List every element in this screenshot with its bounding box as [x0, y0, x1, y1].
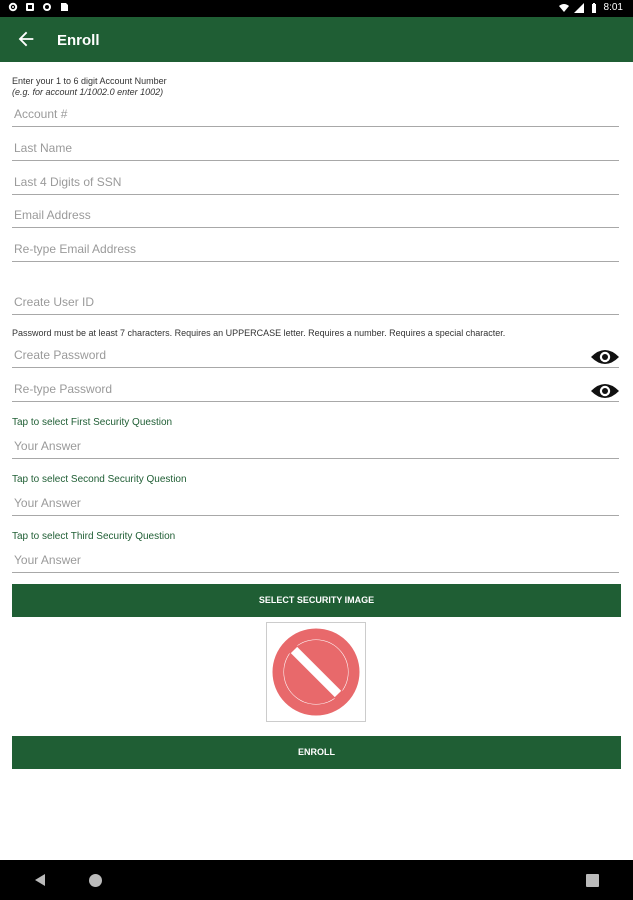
retype-email-input[interactable] [12, 236, 619, 262]
account-instructions [12, 76, 167, 98]
third-security-question-selector[interactable]: Tap to select Third Security Question [12, 531, 176, 542]
status-bar-system [559, 2, 623, 13]
page-title: Enroll [57, 32, 100, 49]
password-requirements: Password must be at least 7 characters. Requires an UPPERCASE letter. Requires a number. Requires a special character. [12, 328, 506, 338]
no-image-icon [267, 623, 365, 721]
show-password-eye-icon[interactable] [590, 347, 620, 367]
nav-back-icon[interactable] [33, 873, 47, 887]
status-bar [0, 0, 633, 17]
second-security-question-selector[interactable]: Tap to select Second Security Question [12, 474, 187, 485]
account-number-input[interactable] [12, 101, 619, 127]
sd-card-icon [59, 2, 69, 12]
email-input[interactable] [12, 202, 619, 228]
first-security-question-selector[interactable]: Tap to select First Security Question [12, 417, 173, 428]
signal-icon [574, 3, 584, 13]
wifi-icon [559, 3, 569, 13]
globe-icon [42, 2, 52, 12]
retype-password-input[interactable] [12, 376, 619, 402]
nav-recents-icon[interactable] [586, 874, 599, 887]
second-answer-input[interactable] [12, 490, 619, 516]
nav-home-icon[interactable] [88, 873, 103, 888]
select-security-image-button[interactable]: SELECT SECURITY IMAGE [12, 584, 621, 617]
last-name-input[interactable] [12, 135, 619, 161]
back-arrow-icon[interactable] [15, 28, 37, 50]
create-password-input[interactable] [12, 342, 619, 368]
battery-icon [589, 3, 599, 13]
account-instructions-example: (e.g. for account 1/1002.0 enter 1002) [12, 87, 164, 97]
user-id-input[interactable] [12, 289, 619, 315]
app-bar [0, 17, 633, 62]
navigation-bar [0, 860, 633, 900]
security-image-preview[interactable] [266, 622, 366, 722]
app-notification-icon [25, 2, 35, 12]
third-answer-input[interactable] [12, 547, 619, 573]
account-instructions-text: Enter your 1 to 6 digit Account Number [12, 76, 167, 86]
show-retype-password-eye-icon[interactable] [590, 381, 620, 401]
status-time: 8:01 [603, 2, 623, 13]
settings-icon [8, 2, 18, 12]
first-answer-input[interactable] [12, 433, 619, 459]
status-bar-notifications [8, 2, 69, 12]
enroll-form [0, 62, 633, 860]
enroll-button[interactable]: ENROLL [12, 736, 621, 769]
ssn-last4-input[interactable] [12, 169, 619, 195]
